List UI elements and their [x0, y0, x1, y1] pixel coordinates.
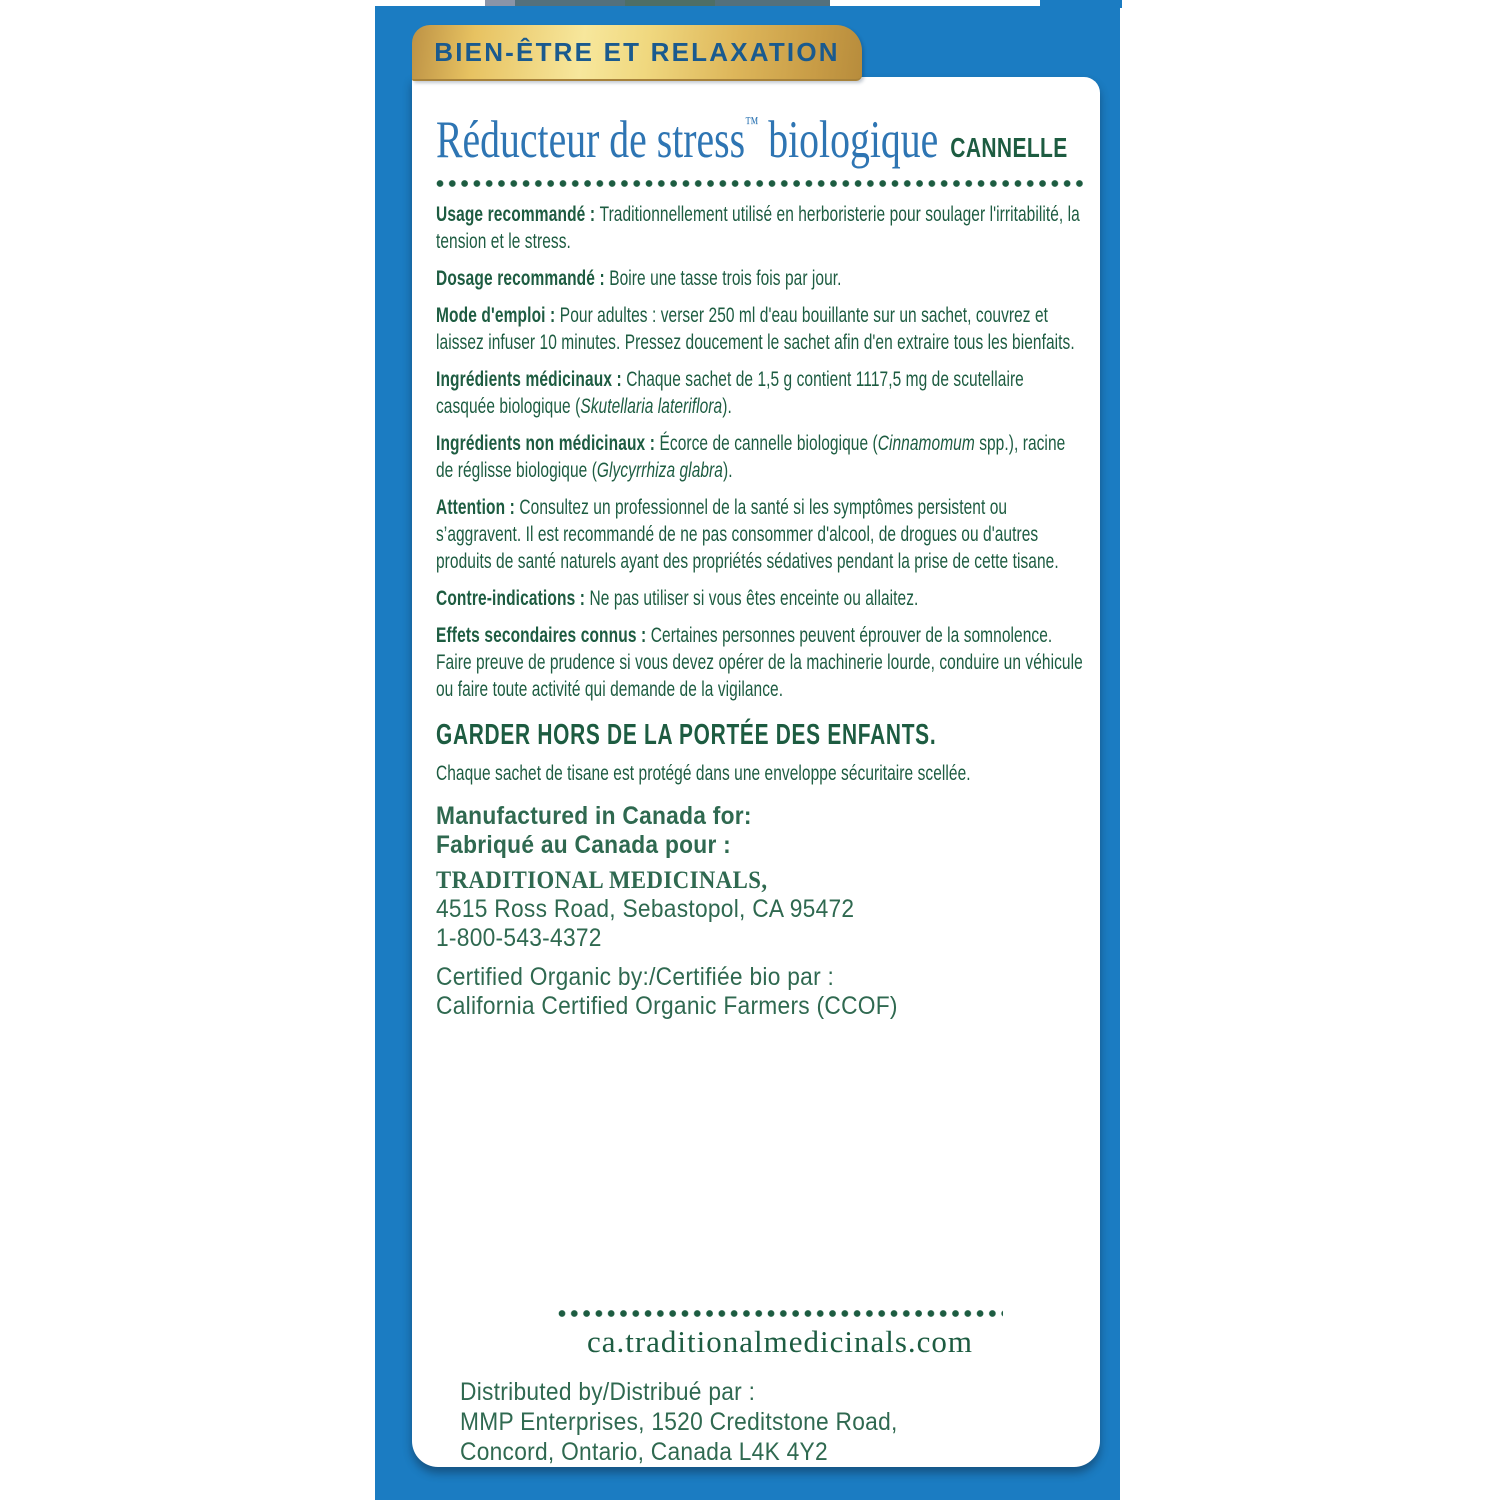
- label-section: Dosage recommandé : Boire une tasse trois fois par jour.: [436, 266, 842, 290]
- website-url: ca.traditionalmedicinals.com: [586, 1324, 974, 1359]
- company-name: TRADITIONAL MEDICINALS,: [436, 867, 768, 894]
- distributor-line: MMP Enterprises, 1520 Creditstone Road,: [460, 1408, 898, 1436]
- label-section: Effets secondaires connus : Certaines personnes peuvent éprouver de la somnolence. Faire preuve de prudence si vous devez opérer de la machinerie lourde, conduire un véhicule ou faire toute activité qui demande de la vigilance.: [436, 623, 1083, 701]
- manufacturer-block: [436, 802, 1109, 1021]
- label-section: Usage recommandé : Traditionnellement utilisé en herboristerie pour soulager l'irritabilité, la tension et le stress.: [436, 202, 1080, 253]
- label-section: Ingrédients médicinaux : Chaque sachet de 1,5 g contient 1117,5 mg de scutellaire casquée biologique (Skutellaria lateriflora).: [436, 367, 1024, 418]
- product-title-name: Réducteur de stress: [436, 111, 746, 169]
- keep-out-of-reach-heading: GARDER HORS DE LA PORTÉE DES ENFANTS.: [436, 719, 937, 751]
- manufactured-line: Manufactured in Canada for:: [436, 802, 752, 830]
- company-address: 4515 Ross Road, Sebastopol, CA 95472: [436, 895, 855, 923]
- fabrique-line: Fabriqué au Canada pour :: [436, 831, 732, 859]
- label-section: Contre-indications : Ne pas utiliser si vous êtes enceinte ou allaitez.: [436, 586, 919, 610]
- distributor-block: [460, 1377, 1133, 1467]
- label-section: Attention : Consultez un professionnel de la santé si les symptômes persistent ou s’aggravent. Il est recommandé de ne pas consommer d'alcool, de drogues ou d'autres produits de santé naturels ayant des propriétés sédatives pendant la prise de cette tisane.: [436, 495, 1059, 573]
- certified-organic-label: Certified Organic by:/Certifiée bio par :: [436, 963, 835, 991]
- category-banner-label: BIEN-ÊTRE ET RELAXATION: [434, 36, 840, 67]
- product-title-suffix: biologique: [758, 111, 939, 169]
- distributor-label: Distributed by/Distribué par :: [460, 1378, 756, 1406]
- label-section: Mode d'emploi : Pour adultes : verser 250 ml d'eau bouillante sur un sachet, couvrez et laissez infuser 10 minutes. Pressez doucement le sachet afin d'en extraire tous les bienfaits.: [436, 303, 1075, 354]
- product-title: [436, 93, 938, 170]
- flavor-variant-label: CANNELLE: [950, 132, 1068, 163]
- sections: [436, 201, 1084, 787]
- label-content: [436, 91, 1084, 1021]
- label-footer: [436, 1309, 1124, 1467]
- category-banner: [412, 25, 862, 81]
- label-panel: [412, 77, 1100, 1467]
- label-section: Ingrédients non médicinaux : Écorce de cannelle biologique (Cinnamomum spp.), racine de réglisse biologique (Glycyrrhiza glabra).: [436, 431, 1066, 482]
- certified-organic-body: California Certified Organic Farmers (CCOF): [436, 992, 898, 1020]
- distributor-line: Concord, Ontario, Canada L4K 4Y2: [460, 1438, 828, 1466]
- package-back-panel: [375, 6, 1120, 1500]
- dotted-separator-top: [436, 179, 1084, 188]
- pouch-note: Chaque sachet de tisane est protégé dans une enveloppe sécuritaire scellée.: [436, 761, 971, 785]
- phone-number: 1-800-543-4372: [436, 924, 602, 952]
- trademark-symbol: ™: [745, 113, 759, 133]
- dotted-separator-bottom: [558, 1309, 1003, 1318]
- product-title-row: [436, 93, 1124, 170]
